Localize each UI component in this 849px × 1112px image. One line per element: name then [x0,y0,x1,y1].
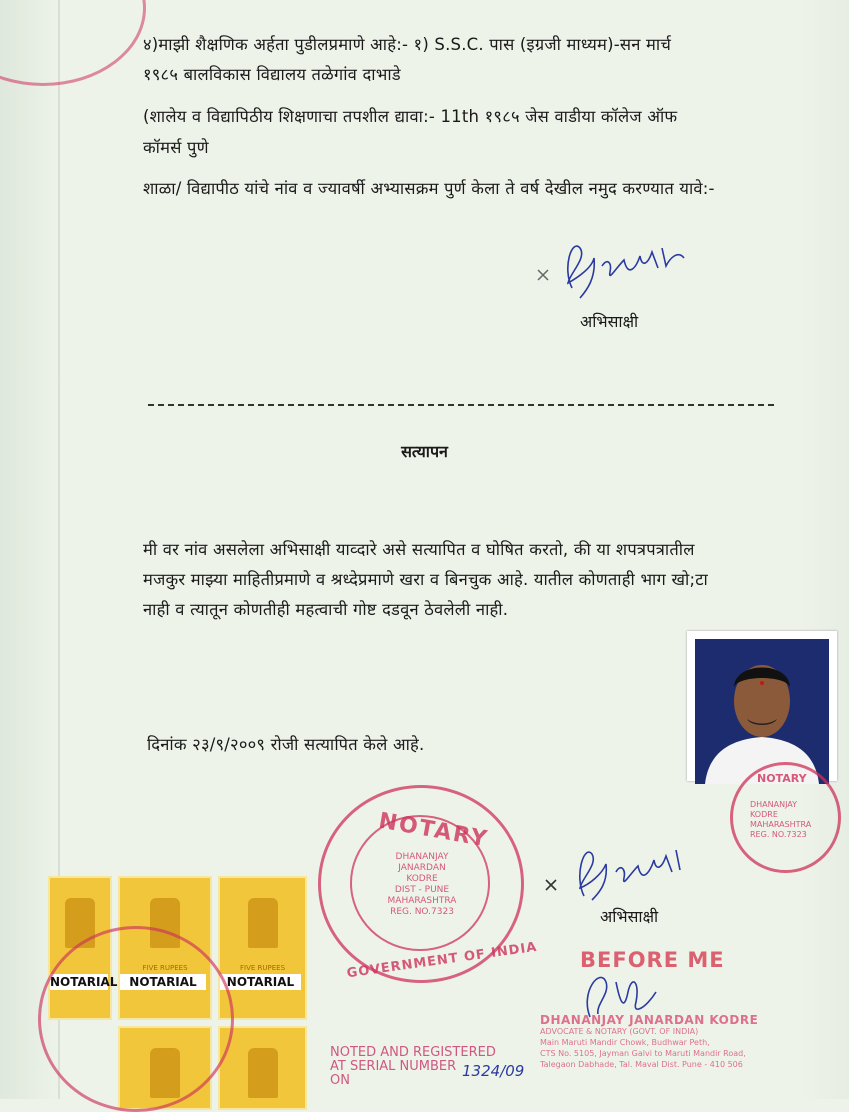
school-line-2: कॉमर्स पुणे [143,138,209,157]
seal-photo-center: DHANANJAY KODRE MAHARASHTRA REG. NO.7323 [750,800,812,839]
notary-seal-on-stamps [38,926,234,1112]
advocate-stamp: DHANANJAY JANARDAN KODRE ADVOCATE & NOTARY (GOVT. OF INDIA) Main Maruti Mandir Chowk, Budhwar Peth, CTS No. 5105, Jayman Galvi to Maruti Mandir Road, Talegaon Dabhade, Tal. Maval Dist. Pune - 410 506 [540,1013,759,1069]
notarial-label-2: NOTARIAL [120,974,206,990]
notarial-stamps [50,866,308,1099]
deponent-label-1: अभिसाक्षी [580,312,639,331]
school-line-1: (शालेय व विद्यापिठीय शिक्षणाचा तपशील द्यावा:- 11th १९८५ जेस वाडीया कॉलेज ऑफ [143,107,678,126]
deponent-label-2: अभिसाक्षी [600,907,659,926]
education-line-1: ४)माझी शैक्षणिक अर्हता पुडीलप्रमाणे आहे:- १) S.S.C. पास (इग्रजी माध्यम)-सन मार्च [143,35,672,54]
verification-heading: सत्यापन [401,442,448,461]
seal-ring-top: NOTARY [376,808,491,853]
verification-line-2: मजकुर माझ्या माहितीप्रमाणे व श्रध्देप्रमाणे खरा व बिनचुक आहे. यातील कोणताही भाग खो;टा [143,570,708,589]
seal-center-text: DHANANJAY JANARDAN KODRE DIST - PUNE MAHARASHTRA REG. NO.7323 [387,852,457,917]
seal-ring-bottom: GOVERNMENT OF INDIA [345,939,539,982]
deponent-photograph [687,631,837,781]
school-line-3: शाळा/ विद्यापीठ यांचे नांव व ज्यावर्षी अभ्यासक्रम पुर्ण केला ते वर्ष देखील नमुद करण्यात यावे:- [143,179,715,198]
stamp-paper-3: FIVE RUPEES [218,876,307,1020]
notarial-label-1: NOTARIAL [50,975,118,989]
deponent-signature-2 [540,826,700,906]
portrait-image [695,639,829,784]
stamp-paper-2: FIVE RUPEES [118,876,212,1020]
verification-line-1: मी वर नांव असलेला अभिसाक्षी याव्दारे असे सत्यापित व घोषित करतो, की या शपत्रपत्रातील [143,540,695,559]
notarial-label-3: NOTARIAL [220,974,301,990]
partial-seal-top-left [0,0,146,86]
serial-number-handwritten: 1324/09 [462,1062,525,1080]
section-divider [148,404,774,406]
registration-stamp: NOTED AND REGISTERED AT SERIAL NUMBER ON [330,1045,496,1088]
seal-photo-ring-top: NOTARY [757,772,807,785]
before-me-stamp: BEFORE ME [580,948,725,972]
education-line-2: १९८५ बालविकास विद्यालय तळेगांव दाभाडे [143,65,401,84]
deponent-signature-1 [532,228,692,308]
verification-line-3: नाही व त्यातून कोणतीही महत्वाची गोष्ट दडवून ठेवलेली नाही. [143,600,509,619]
verification-date-line: दिनांक २३/९/२००९ रोजी सत्यापित केले आहे. [147,735,425,754]
